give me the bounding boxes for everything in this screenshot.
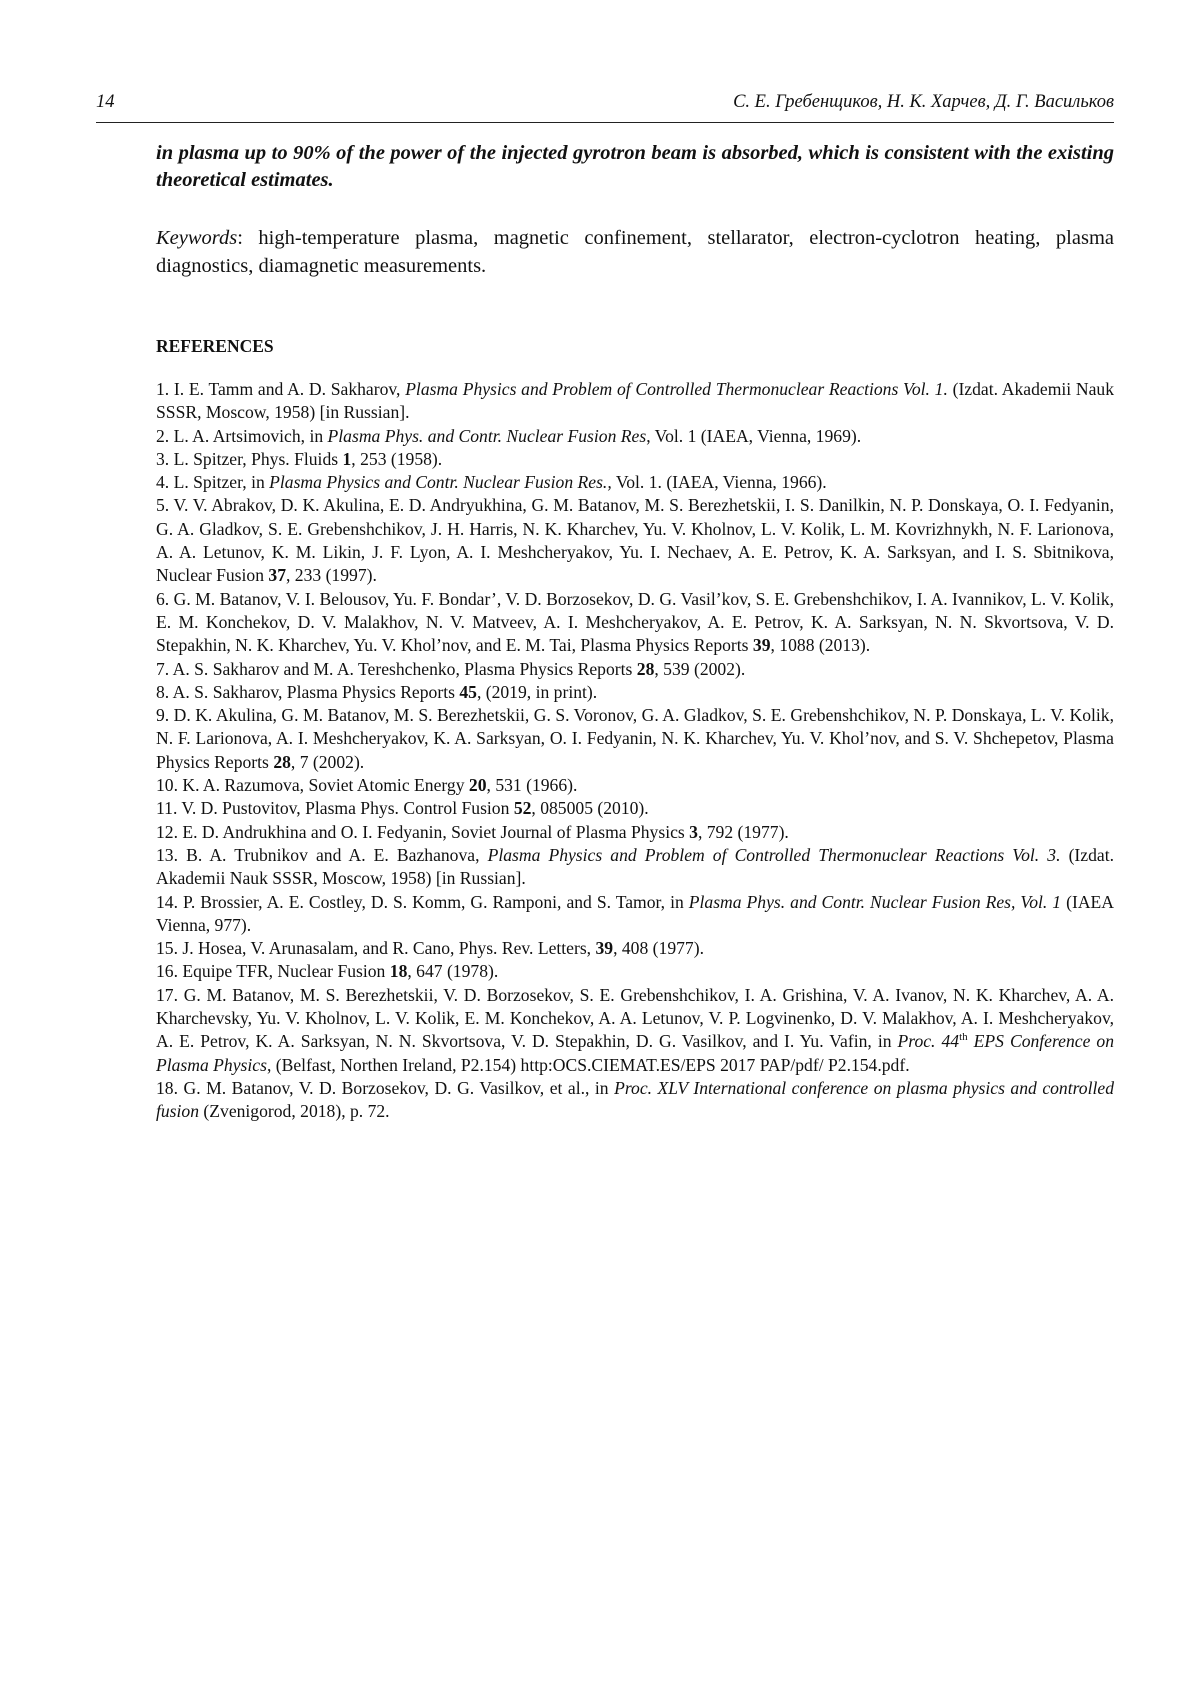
reference-text: , 253 (1958). (351, 449, 442, 469)
reference-text: 37 (268, 565, 286, 585)
reference-item (156, 471, 1114, 494)
reference-text: 15. J. Hosea, V. Arunasalam, and R. Cano, Phys. Rev. Letters, (156, 938, 595, 958)
reference-item (156, 774, 1114, 797)
reference-text: , 408 (1977). (613, 938, 704, 958)
page-number: 14 (96, 92, 115, 113)
reference-text: , 539 (2002). (654, 659, 745, 679)
reference-text: , 085005 (2010). (531, 798, 648, 818)
reference-text: , 233 (1997). (286, 565, 377, 585)
reference-text: (Zvenigorod, 2018), p. 72. (199, 1101, 390, 1121)
reference-text: 18. G. M. Batanov, V. D. Borzosekov, D. G. Vasilkov, et al., in (156, 1078, 614, 1098)
reference-item (156, 821, 1114, 844)
reference-text: Proc. 44 (898, 1031, 960, 1051)
reference-item (156, 844, 1114, 891)
reference-text: 2. L. A. Artsimovich, in (156, 426, 328, 446)
reference-text: 20 (469, 775, 487, 795)
reference-item (156, 378, 1114, 425)
reference-text: 52 (514, 798, 532, 818)
reference-text: , (Belfast, Northen Ireland, P2.154) http:OCS.CIEMAT.ES/EPS 2017 PAP/pdf/ P2.154.pdf. (267, 1055, 910, 1075)
reference-text: 10. K. A. Razumova, Soviet Atomic Energy (156, 775, 469, 795)
reference-item (156, 704, 1114, 774)
reference-text: Plasma Phys. and Contr. Nuclear Fusion Res, Vol. 1 (689, 892, 1061, 912)
reference-text: 12. E. D. Andrukhina and O. I. Fedyanin, Soviet Journal of Plasma Physics (156, 822, 689, 842)
reference-text: 17. G. M. Batanov, M. S. Berezhetskii, V. D. Borzosekov, S. E. Grebenshchikov, I. A. Grishina, V. A. Ivanov, N. K. Kharchev, A. A. Kharchevsky, Yu. V. Kholnov, L. V. Kolik, E. M. Konchekov, A. A. Letunov, V. P. Logvinenko, D. V. Malakhov, A. I. Meshcheryakov, A. E. Petrov, K. A. Sarksyan, N. N. Skvortsova, V. D. Stepakhin, D. G. Vasilkov, and I. Yu. Vafin, in (156, 985, 1114, 1052)
reference-item (156, 425, 1114, 448)
reference-item (156, 494, 1114, 587)
reference-text: th (959, 1031, 968, 1043)
reference-text: , (2019, in print). (477, 682, 597, 702)
reference-text: 4. L. Spitzer, in (156, 472, 269, 492)
reference-item (156, 984, 1114, 1077)
reference-text: 3 (689, 822, 698, 842)
reference-text: 1. I. E. Tamm and A. D. Sakharov, (156, 379, 405, 399)
reference-text: , Vol. 1 (IAEA, Vienna, 1969). (646, 426, 861, 446)
reference-list (156, 378, 1114, 1124)
reference-text: 39 (595, 938, 613, 958)
reference-item (156, 1077, 1114, 1124)
reference-text: , 647 (1978). (407, 961, 498, 981)
reference-text: (Izdat. Akademii Nauk SSSR, Moscow, 1958) [in Russian]. (156, 845, 1114, 888)
reference-text: 39 (753, 635, 771, 655)
reference-item (156, 658, 1114, 681)
references-heading: REFERENCES (156, 336, 274, 357)
reference-text: 9. D. K. Akulina, G. M. Batanov, M. S. Berezhetskii, G. S. Voronov, G. A. Gladkov, S. E. Grebenshchikov, N. P. Donskaya, L. V. Kolik, N. F. Larionova, A. I. Meshcheryakov, K. A. Sarksyan, O. I. Fedyanin, N. K. Kharchev, Yu. V. Khol’nov, and S. V. Shchepetov, Plasma Physics Reports (156, 705, 1114, 772)
reference-text: 6. G. M. Batanov, V. I. Belousov, Yu. F. Bondar’, V. D. Borzosekov, D. G. Vasil’kov, S. E. Grebenshchikov, I. A. Ivannikov, L. V. Kolik, E. M. Konchekov, D. V. Malakhov, N. V. Matveev, A. I. Meshcheryakov, A. E. Petrov, K. A. Sarksyan, N. N. Skvortsova, V. D. Stepakhin, N. K. Kharchev, Yu. V. Khol’nov, and E. M. Tai, Plasma Physics Reports (156, 589, 1114, 656)
reference-item (156, 681, 1114, 704)
keywords (156, 224, 1114, 280)
running-head-authors: С. Е. Гребенщиков, Н. К. Харчев, Д. Г. Васильков (733, 92, 1114, 113)
reference-item (156, 588, 1114, 658)
reference-text: 18 (390, 961, 408, 981)
reference-text: Plasma Phys. and Contr. Nuclear Fusion Res (328, 426, 647, 446)
page-header (96, 92, 1114, 123)
reference-text: (IAEA Vienna, 977). (156, 892, 1114, 935)
reference-text: 45 (459, 682, 477, 702)
reference-item (156, 891, 1114, 938)
reference-item (156, 797, 1114, 820)
reference-text: 16. Equipe TFR, Nuclear Fusion (156, 961, 390, 981)
reference-text: 28 (273, 752, 291, 772)
reference-text: Vol. 1. (IAEA, Vienna, 1966). (612, 472, 827, 492)
reference-text: 8. A. S. Sakharov, Plasma Physics Reports (156, 682, 459, 702)
reference-text: 28 (637, 659, 655, 679)
reference-text: 14. P. Brossier, A. E. Costley, D. S. Komm, G. Ramponi, and S. Tamor, in (156, 892, 689, 912)
reference-text: 3. L. Spitzer, Phys. Fluids (156, 449, 343, 469)
keywords-label: Keywords (156, 227, 237, 249)
reference-text: EPS Conference on Plasma Physics (156, 1031, 1114, 1074)
reference-text: 1 (343, 449, 352, 469)
reference-text: , 792 (1977). (698, 822, 789, 842)
reference-text: 11. V. D. Pustovitov, Plasma Phys. Control Fusion (156, 798, 514, 818)
reference-item (156, 960, 1114, 983)
reference-text: Proc. XLV International conference on plasma physics and controlled fusion (156, 1078, 1114, 1121)
keywords-text: : high-temperature plasma, magnetic confinement, stellarator, electron-cyclotron heating, plasma diagnostics, diamagnetic measurements. (156, 227, 1114, 277)
reference-text: 5. V. V. Abrakov, D. K. Akulina, E. D. Andryukhina, G. M. Batanov, M. S. Berezhetskii, I. S. Danilkin, N. P. Donskaya, O. I. Fedyanin, G. A. Gladkov, S. E. Grebenshchikov, J. H. Harris, N. K. Kharchev, Yu. V. Kholnov, L. V. Kolik, L. M. Kovrizhnykh, N. F. Larionova, A. A. Letunov, K. M. Likin, J. F. Lyon, A. I. Meshcheryakov, Yu. I. Nechaev, A. E. Petrov, K. A. Sarksyan, and I. S. Sbitnikova, Nuclear Fusion (156, 495, 1114, 585)
reference-text: , 1088 (2013). (771, 635, 871, 655)
reference-text: , 7 (2002). (291, 752, 364, 772)
reference-text: 13. B. A. Trubnikov and A. E. Bazhanova, (156, 845, 488, 865)
reference-text: (Izdat. Akademii Nauk SSSR, Moscow, 1958) [in Russian]. (156, 379, 1114, 422)
reference-item (156, 937, 1114, 960)
reference-text: 7. A. S. Sakharov and M. A. Tereshchenko, Plasma Physics Reports (156, 659, 637, 679)
abstract-conclusion: in plasma up to 90% of the power of the injected gyrotron beam is absorbed, which is consistent with the existing theoretical estimates. (156, 140, 1114, 194)
reference-text: Plasma Physics and Problem of Controlled Thermonuclear Reactions Vol. 3. (488, 845, 1061, 865)
reference-text: , 531 (1966). (487, 775, 578, 795)
reference-text: Plasma Physics and Contr. Nuclear Fusion Res., (269, 472, 612, 492)
reference-text: Plasma Physics and Problem of Controlled Thermonuclear Reactions Vol. 1. (405, 379, 948, 399)
reference-item (156, 448, 1114, 471)
